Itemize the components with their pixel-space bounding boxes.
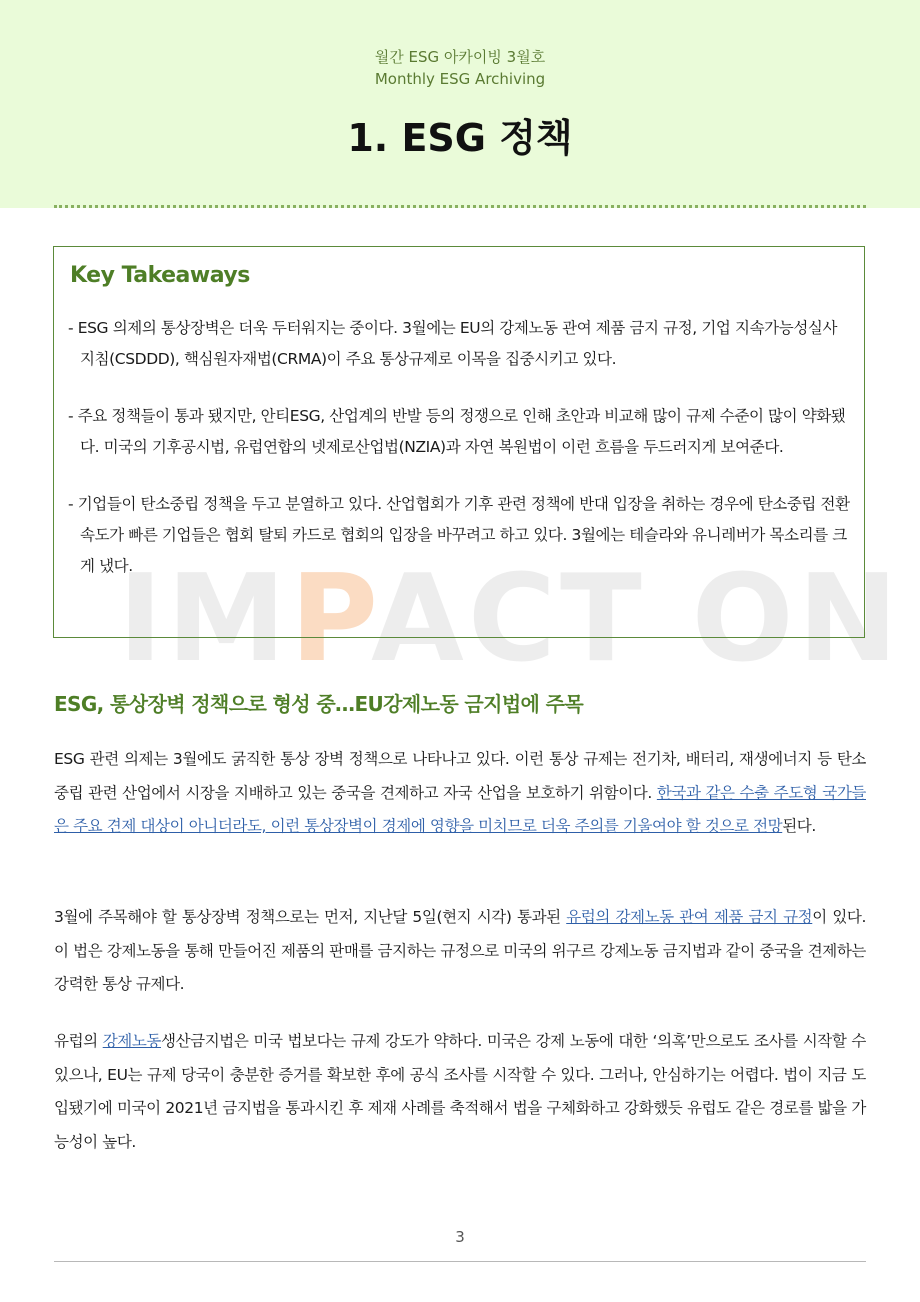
eu-forced-labour-regulation-link[interactable]: 유럽의 강제노동 관여 제품 금지 규정 — [566, 908, 813, 926]
paragraph-text: 이 있다. 이 법은 강제노동을 통해 만들어진 제품의 판매를 금지하는 규정으로 미국의 위구르 강제노동 금지법과 같이 중국을 견제하는 강력한 통상 규제다. — [54, 908, 866, 993]
header-subtitle-english: Monthly ESG Archiving — [374, 70, 546, 88]
watermark-text-before: IM — [118, 550, 291, 689]
paragraph-text: 생산금지법은 미국 법보다는 규제 강도가 약하다. 미국은 강제 노동에 대한 ‘의혹’만으로도 조사를 시작할 수 있으나, EU는 규제 당국이 충분한 증거를 확보한 후에 공식 조사를 시작할 수 있다. 그러나, 안심하기는 어렵다. 법이 지금 도입됐기에 미국이 2021년 금지법을 통과시킨 후 제재 사례를 축적해서 법을 구체화하고 강화했듯 유럽도 같은 경로를 밟을 가능성이 높다. — [54, 1032, 866, 1151]
header-subtitle-korean: 월간 ESG 아카이빙 3월호 — [374, 48, 546, 66]
takeaway-item: - 주요 정책들이 통과 됐지만, 안티ESG, 산업계의 반발 등의 정쟁으로 인해 초안과 비교해 많이 규제 수준이 많이 약화됐다. 미국의 기후공시법, 유럽연합의 넷제로산업법(NZIA)과 자연 복원법이 이런 흐름을 두드러지게 보여준다. — [68, 407, 846, 456]
section-heading: ESG, 통상장벽 정책으로 형성 중…EU강제노동 금지법에 주목 — [54, 692, 584, 716]
key-takeaways-box — [53, 246, 865, 638]
body-paragraph — [54, 1025, 866, 1159]
body-paragraph — [54, 901, 866, 1002]
watermark-text-accent: P — [290, 550, 371, 689]
korea-outlook-link[interactable]: 한국과 같은 수출 주도형 국가들은 주요 견제 대상이 아니더라도, 이런 통상장벽이 경제에 영향을 미치므로 더욱 주의를 기울여야 할 것으로 전망 — [54, 783, 866, 835]
key-takeaways-title: Key Takeaways — [70, 263, 250, 288]
watermark-text-after: ACT ON — [371, 550, 903, 689]
takeaway-item: - 기업들이 탄소중립 정책을 두고 분열하고 있다. 산업협회가 기후 관련 정책에 반대 입장을 취하는 경우에 탄소중립 전환 속도가 빠른 기업들은 협회 탈퇴 카드로 협회의 입장을 바꾸려고 하고 있다. 3월에는 테슬라와 유니레버가 목소리를 크게 냈다. — [68, 495, 850, 575]
paragraph-text: 3월에 주목해야 할 통상장벽 정책으로는 먼저, 지난달 5일(현지 시각) 통과된 — [54, 908, 567, 926]
dotted-divider — [54, 205, 866, 208]
header-band — [0, 0, 920, 208]
forced-labour-link[interactable]: 강제노동 — [102, 1032, 161, 1050]
paragraph-text: 된다. — [782, 817, 816, 835]
key-takeaways-list — [68, 313, 853, 608]
page-number: 3 — [455, 1228, 465, 1246]
page-title: 1. ESG 정책 — [347, 116, 573, 160]
paragraph-text: 유럽의 — [54, 1032, 103, 1050]
paragraph-text: ESG 관련 의제는 3월에도 굵직한 통상 장벽 정책으로 나타나고 있다. 이런 통상 규제는 전기차, 배터리, 재생에너지 등 탄소중립 관련 산업에서 시장을 지배하고 있는 중국을 견제하고 자국 산업을 보호하기 위함이다. — [54, 750, 866, 802]
takeaway-item: - ESG 의제의 통상장벽은 더욱 두터워지는 중이다. 3월에는 EU의 강제노동 관여 제품 금지 규정, 기업 지속가능성실사 지침(CSDDD), 핵심원자재법(CRMA)이 주요 통상규제로 이목을 집중시키고 있다. — [68, 319, 838, 368]
footer-rule — [54, 1261, 866, 1262]
body-paragraph — [54, 743, 866, 844]
